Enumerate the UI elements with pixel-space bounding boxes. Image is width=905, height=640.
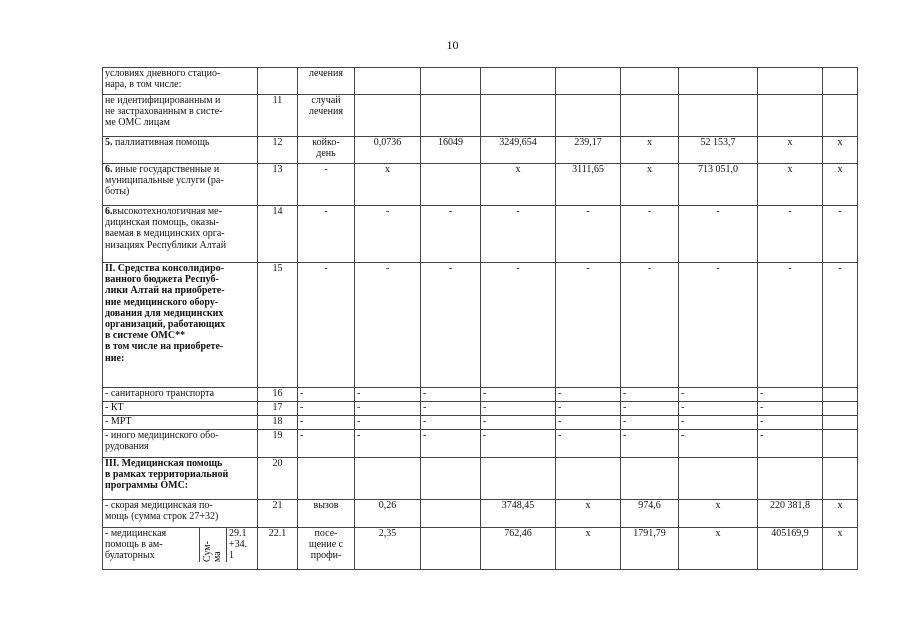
value-cell <box>823 430 858 458</box>
value-cell: x <box>679 500 758 528</box>
row-number: 22.1 <box>258 528 298 570</box>
value-cell <box>355 95 421 137</box>
page-number: 10 <box>446 38 459 52</box>
value-cell: 713 051,0 <box>679 164 758 206</box>
value-cell: x <box>823 528 858 570</box>
row-label: III. Медицинская помощь в рамках территориальной программы ОМС: <box>103 458 258 500</box>
value-cell: 3249,654 <box>481 137 556 164</box>
row-number: 12 <box>258 137 298 164</box>
value-cell: - <box>481 263 556 388</box>
row-number: 15 <box>258 263 298 388</box>
value-cell: x <box>679 528 758 570</box>
value-cell: - <box>556 416 621 430</box>
value-cell: - <box>556 263 621 388</box>
row-label: - МРТ <box>103 416 258 430</box>
value-cell: x <box>823 164 858 206</box>
value-cell: - <box>556 388 621 402</box>
value-cell: x <box>758 137 823 164</box>
value-cell <box>758 458 823 500</box>
value-cell <box>823 458 858 500</box>
row-unit: - <box>298 388 355 402</box>
row-label: 6.высокотехнологичная ме- дицинская помощь, оказы- ваемая в медицинских орга- низациях Республики Алтай <box>103 206 258 263</box>
row-number: 11 <box>258 95 298 137</box>
value-cell: - <box>481 388 556 402</box>
value-cell <box>679 458 758 500</box>
value-cell <box>481 458 556 500</box>
row-unit: - <box>298 416 355 430</box>
value-cell: - <box>481 416 556 430</box>
value-cell <box>421 500 481 528</box>
value-cell: - <box>421 430 481 458</box>
value-cell: x <box>823 500 858 528</box>
row-unit <box>298 458 355 500</box>
value-cell: - <box>758 430 823 458</box>
value-cell <box>621 68 679 95</box>
value-cell: - <box>621 263 679 388</box>
value-cell: x <box>355 164 421 206</box>
value-cell: 405169,9 <box>758 528 823 570</box>
value-cell: - <box>421 388 481 402</box>
row-number: 19 <box>258 430 298 458</box>
value-cell <box>556 68 621 95</box>
value-cell: 0,0736 <box>355 137 421 164</box>
value-cell: x <box>556 528 621 570</box>
table-row <box>103 263 858 388</box>
row-number: 13 <box>258 164 298 206</box>
row-unit: - <box>298 263 355 388</box>
value-cell <box>481 95 556 137</box>
value-cell: x <box>481 164 556 206</box>
value-cell: - <box>355 430 421 458</box>
value-cell <box>823 402 858 416</box>
row-unit: - <box>298 206 355 263</box>
value-cell: - <box>621 206 679 263</box>
value-cell: x <box>556 500 621 528</box>
value-cell: 974,6 <box>621 500 679 528</box>
value-cell: - <box>758 263 823 388</box>
value-cell <box>758 68 823 95</box>
row-label: 5. паллиативная помощь <box>103 137 258 164</box>
value-cell: 52 153,7 <box>679 137 758 164</box>
value-cell: - <box>481 402 556 416</box>
table-row <box>103 458 858 500</box>
value-cell: - <box>758 416 823 430</box>
value-cell: 3111,65 <box>556 164 621 206</box>
value-cell <box>421 68 481 95</box>
row-label: не идентифицированным и не застрахованным в систе- ме ОМС лицам <box>103 95 258 137</box>
value-cell: 762,46 <box>481 528 556 570</box>
value-cell: - <box>556 206 621 263</box>
value-cell: - <box>823 206 858 263</box>
value-cell: - <box>621 430 679 458</box>
value-cell: - <box>679 206 758 263</box>
row-label: - санитарного транспорта <box>103 388 258 402</box>
table-row <box>103 500 858 528</box>
value-cell: - <box>823 263 858 388</box>
value-cell <box>823 95 858 137</box>
value-cell: 239,17 <box>556 137 621 164</box>
value-cell: - <box>421 206 481 263</box>
row-unit: случай лечения <box>298 95 355 137</box>
value-cell: x <box>758 164 823 206</box>
value-cell: - <box>355 206 421 263</box>
value-cell <box>421 164 481 206</box>
value-cell: - <box>421 263 481 388</box>
row-number: 16 <box>258 388 298 402</box>
value-cell: - <box>679 430 758 458</box>
value-cell <box>823 68 858 95</box>
row-number: 14 <box>258 206 298 263</box>
value-cell: 2,35 <box>355 528 421 570</box>
value-cell <box>421 458 481 500</box>
budget-table <box>102 67 858 570</box>
row-unit: койко- день <box>298 137 355 164</box>
row-number: 17 <box>258 402 298 416</box>
value-cell: x <box>621 164 679 206</box>
value-cell <box>421 95 481 137</box>
row-label: - скорая медицинская по- мощь (сумма строк 27+32) <box>103 500 258 528</box>
value-cell: - <box>758 402 823 416</box>
value-cell: - <box>556 402 621 416</box>
value-cell <box>679 68 758 95</box>
table-row <box>103 388 858 402</box>
row-label: условиях дневного стацио- нара, в том числе: <box>103 68 258 95</box>
table-row <box>103 430 858 458</box>
value-cell <box>621 95 679 137</box>
value-cell: 220 381,8 <box>758 500 823 528</box>
value-cell <box>823 388 858 402</box>
row-label: II. Средства консолидиро- ванного бюджета Респуб- лики Алтай на приобрете- ние медицинского обору- дования для медицинских организаций, работающих в системе ОМС** в том числе на приобрете- ние: <box>103 263 258 388</box>
value-cell: 3748,45 <box>481 500 556 528</box>
sum-reference: 29.1 +34. 1 <box>229 528 248 562</box>
value-cell: - <box>679 416 758 430</box>
row-unit: посе- щение с профи- <box>298 528 355 570</box>
value-cell: - <box>355 388 421 402</box>
value-cell <box>556 95 621 137</box>
value-cell: - <box>679 263 758 388</box>
value-cell <box>556 458 621 500</box>
value-cell: - <box>556 430 621 458</box>
value-cell: - <box>421 402 481 416</box>
table-row <box>103 416 858 430</box>
row-unit: - <box>298 164 355 206</box>
table-row <box>103 206 858 263</box>
value-cell: - <box>679 402 758 416</box>
value-cell <box>355 68 421 95</box>
value-cell: x <box>823 137 858 164</box>
value-cell: - <box>621 402 679 416</box>
value-cell: x <box>621 137 679 164</box>
value-cell: - <box>621 416 679 430</box>
row-label: - иного медицинского обо- рудования <box>103 430 258 458</box>
row-unit: - <box>298 402 355 416</box>
value-cell: - <box>621 388 679 402</box>
row-number: 18 <box>258 416 298 430</box>
value-cell <box>421 528 481 570</box>
row-label: - КТ <box>103 402 258 416</box>
table-row <box>103 402 858 416</box>
row-unit: - <box>298 430 355 458</box>
row-number: 20 <box>258 458 298 500</box>
value-cell <box>481 68 556 95</box>
row-unit: вызов <box>298 500 355 528</box>
value-cell: - <box>481 430 556 458</box>
row-number <box>258 68 298 95</box>
value-cell <box>758 95 823 137</box>
value-cell: - <box>355 416 421 430</box>
value-cell: - <box>421 416 481 430</box>
row-label-compound <box>103 528 258 570</box>
value-cell: 16049 <box>421 137 481 164</box>
value-cell <box>823 416 858 430</box>
value-cell: - <box>758 388 823 402</box>
row-label: 6. иные государственные и муниципальные услуги (ра- боты) <box>103 164 258 206</box>
row-label: - медицинская помощь в ам- булаторных <box>103 528 200 562</box>
row-number: 21 <box>258 500 298 528</box>
table-row <box>103 68 858 95</box>
table-row <box>103 528 858 570</box>
value-cell: - <box>355 263 421 388</box>
value-cell <box>355 458 421 500</box>
value-cell: - <box>679 388 758 402</box>
value-cell <box>679 95 758 137</box>
value-cell <box>621 458 679 500</box>
value-cell: - <box>758 206 823 263</box>
value-cell: 1791,79 <box>621 528 679 570</box>
table-row <box>103 164 858 206</box>
sum-vertical-label: Сум- ма <box>202 540 223 562</box>
value-cell: - <box>355 402 421 416</box>
value-cell: 0,26 <box>355 500 421 528</box>
table-row <box>103 137 858 164</box>
row-unit: лечения <box>298 68 355 95</box>
value-cell: - <box>481 206 556 263</box>
table-row <box>103 95 858 137</box>
